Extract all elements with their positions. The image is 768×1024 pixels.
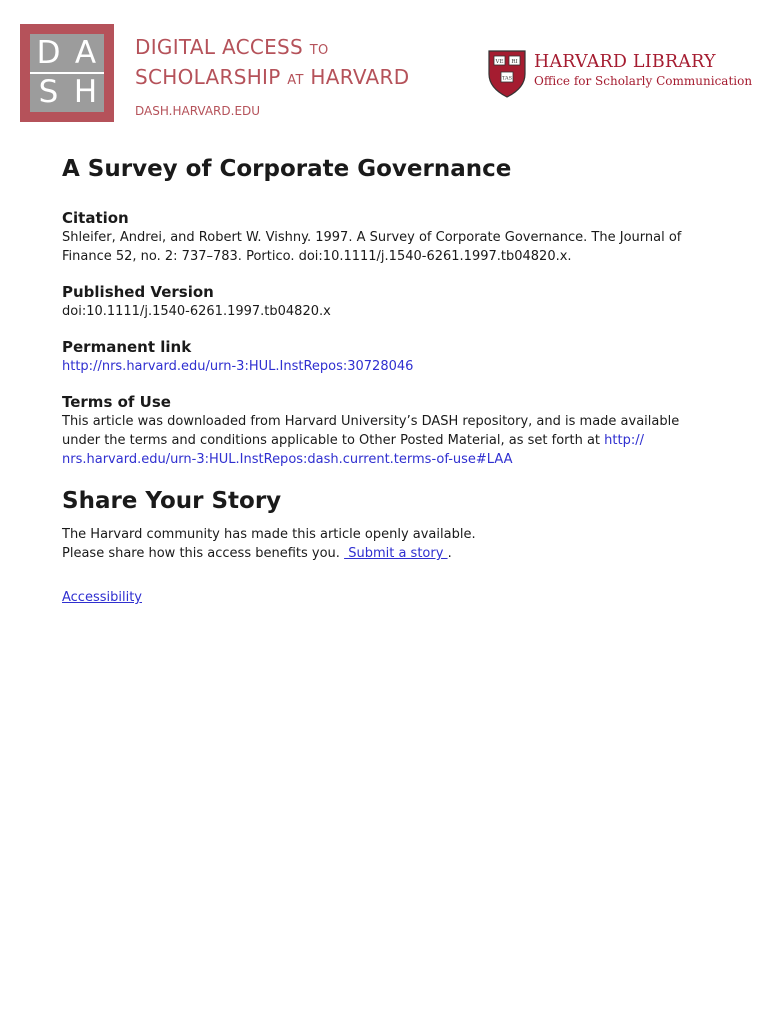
submit-story-link[interactable]: Submit a story (344, 546, 448, 561)
share-line2 (62, 544, 712, 563)
terms-link-part2[interactable]: nrs.harvard.edu/urn-3:HUL.InstRepos:dash.current.terms-of-use#LAA (62, 452, 513, 467)
terms-of-use-text (62, 412, 712, 469)
dash-wordmark-line1 (135, 34, 409, 64)
dash-wordmark-line2 (135, 64, 409, 94)
permanent-link-section (62, 337, 712, 376)
harvard-library-title: HARVARD LIBRARY (534, 52, 716, 72)
shield-letters-tas: TAS (501, 75, 513, 82)
dash-wordmark-scholarship: SCHOLARSHIP (135, 65, 281, 89)
dash-logo-letter: S (38, 74, 59, 110)
dash-logo (20, 24, 114, 122)
dash-logo-letters (30, 34, 104, 112)
citation-heading: Citation (62, 209, 129, 227)
terms-of-use-heading: Terms of Use (62, 393, 171, 411)
document-content (62, 152, 712, 607)
share-title: Share Your Story (62, 488, 282, 514)
citation-section (62, 208, 712, 266)
harvard-library-subtitle: Office for Scholarly Communication (534, 74, 753, 88)
permanent-link[interactable]: http://nrs.harvard.edu/urn-3:HUL.InstRepos:30728046 (62, 359, 414, 374)
permanent-link-paragraph (62, 357, 712, 376)
share-line2-text: Please share how this access benefits you. (62, 546, 345, 561)
dash-logo-letter: D (36, 35, 61, 71)
dash-wordmark (135, 34, 409, 119)
terms-link-part1[interactable]: http:// (604, 433, 644, 448)
dash-logo-letter: A (74, 35, 97, 71)
terms-of-use-section (62, 392, 712, 469)
dash-wordmark-digital-access: DIGITAL ACCESS (135, 35, 304, 59)
harvard-library-wordmark (534, 51, 752, 90)
shield-letters-ve: VE (495, 59, 504, 65)
published-version-section (62, 282, 712, 321)
accessibility-section (62, 588, 712, 607)
permanent-link-heading: Permanent link (62, 338, 192, 356)
dash-url: DASH.HARVARD.EDU (135, 104, 261, 118)
harvard-shield-icon (487, 48, 527, 98)
dash-wordmark-to: TO (309, 43, 329, 58)
document-title: A Survey of Corporate Governance (62, 156, 512, 182)
published-version-heading: Published Version (62, 283, 214, 301)
dash-wordmark-harvard: HARVARD (310, 65, 410, 89)
dash-wordmark-at: AT (287, 73, 304, 88)
shield-letters-ri: RI (511, 59, 518, 65)
share-line2-end: . (447, 546, 452, 561)
published-version-text: doi:10.1111/j.1540-6261.1997.tb04820.x (62, 304, 331, 319)
share-your-story-section (62, 485, 712, 563)
accessibility-link[interactable]: Accessibility (62, 590, 142, 605)
terms-of-use-body: This article was downloaded from Harvard University’s DASH repository, and is made available under the terms and conditions applicable to Other Posted Material, as set forth at (62, 414, 680, 448)
share-line1: The Harvard community has made this article openly available. (62, 527, 476, 542)
citation-text: Shleifer, Andrei, and Robert W. Vishny. 1997. A Survey of Corporate Governance. The Journal of Finance 52, no. 2: 737–783. Portico. doi:10.1111/j.1540-6261.1997.tb04820.x. (62, 230, 682, 264)
dash-logo-letter: H (73, 74, 98, 110)
